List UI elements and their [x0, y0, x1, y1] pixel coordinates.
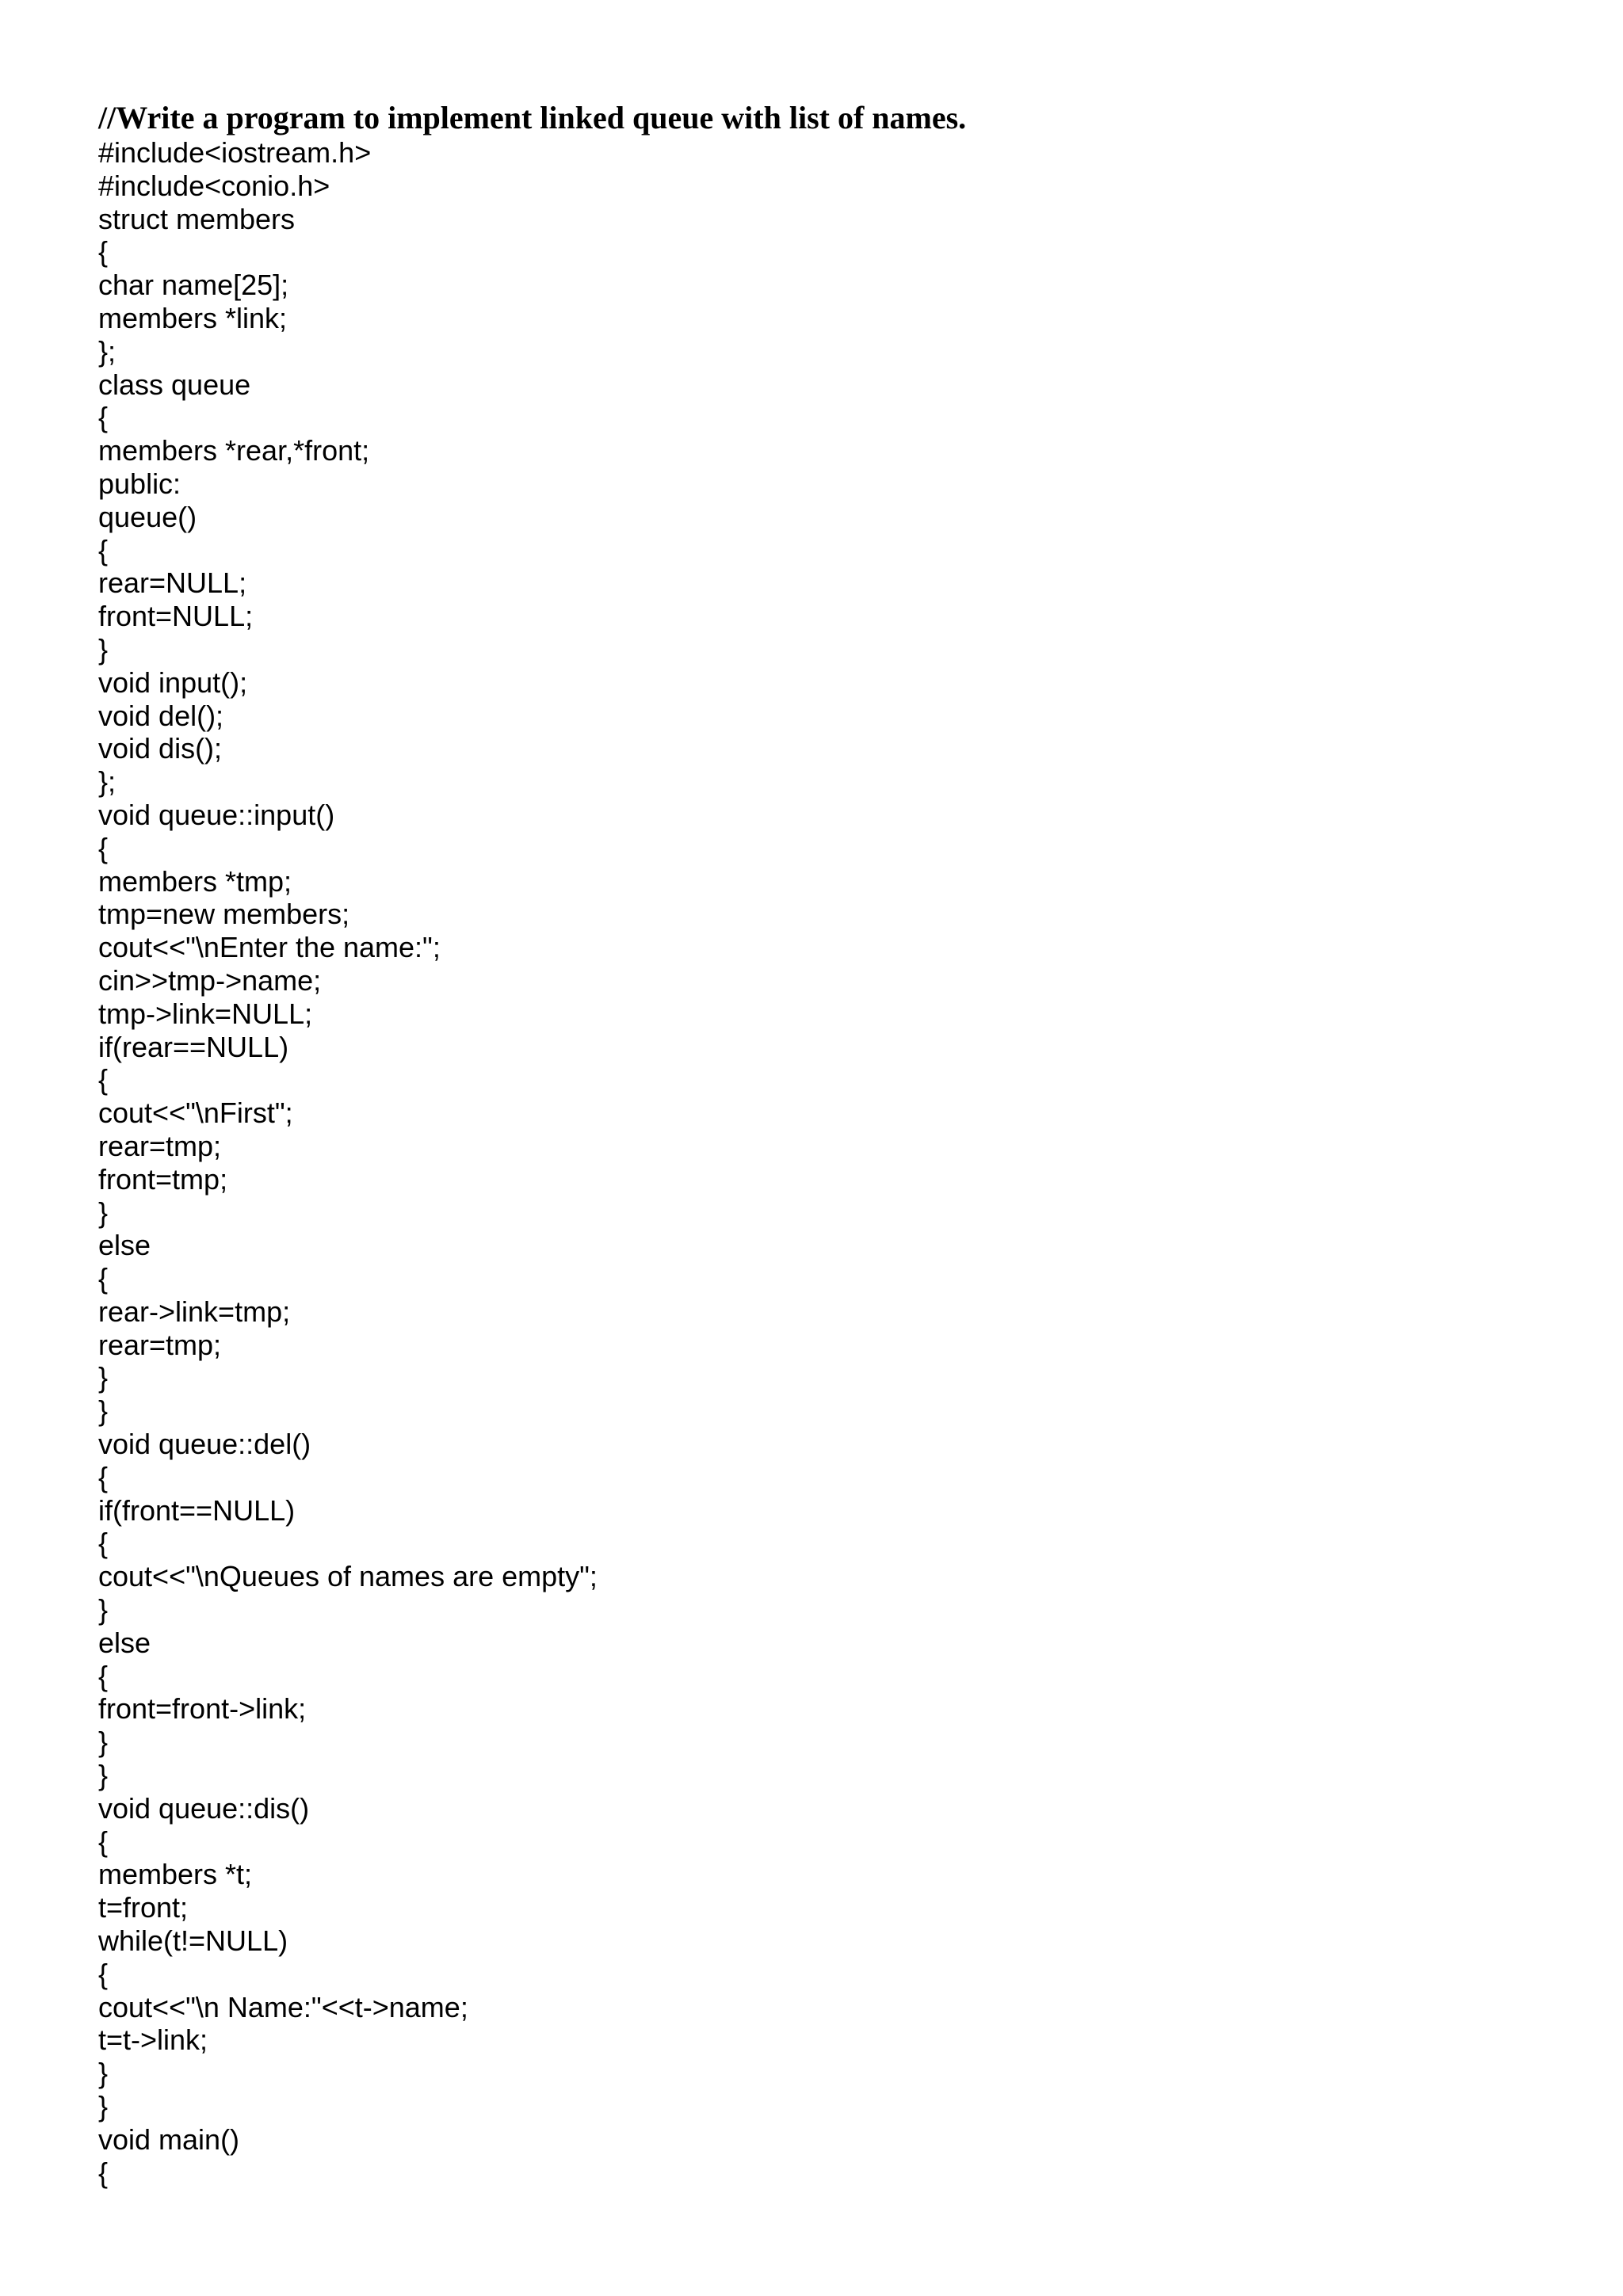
code-line: char name[25];	[98, 269, 289, 302]
code-line: if(rear==NULL)	[98, 1030, 289, 1063]
code-line: t=t->link;	[98, 2023, 208, 2057]
code-line: }	[98, 1196, 109, 1229]
code-line: }	[98, 632, 109, 666]
code-line: front=front->link;	[98, 1692, 307, 1726]
code-line: else	[98, 1229, 151, 1262]
code-line: cout<<"\n Name:"<<t->name;	[98, 1990, 468, 2023]
code-line: t=front;	[98, 1891, 189, 1924]
code-line: {	[98, 401, 109, 434]
code-line: front=NULL;	[98, 600, 254, 633]
code-line: cout<<"\nQueues of names are empty";	[98, 1560, 598, 1593]
code-line: #include<iostream.h>	[98, 136, 372, 169]
code-line: rear=NULL;	[98, 566, 247, 600]
code-line: {	[98, 1262, 109, 1295]
code-line: rear->link=tmp;	[98, 1295, 291, 1328]
code-listing	[98, 136, 1525, 2189]
code-line: members *tmp;	[98, 864, 292, 898]
code-line: cin>>tmp->name;	[98, 963, 322, 997]
code-line: cout<<"\nFirst";	[98, 1097, 293, 1130]
code-line: public:	[98, 467, 181, 500]
code-line: cout<<"\nEnter the name:";	[98, 931, 441, 964]
code-line: front=tmp;	[98, 1162, 228, 1196]
code-line: void dis();	[98, 732, 223, 765]
code-line: {	[98, 1460, 109, 1493]
code-line: }	[98, 1726, 109, 1759]
code-line: queue()	[98, 500, 197, 533]
code-line: if(front==NULL)	[98, 1493, 296, 1527]
code-line: }	[98, 1394, 109, 1428]
code-line: {	[98, 1957, 109, 1990]
code-line: void main()	[98, 2122, 240, 2156]
code-line: {	[98, 1063, 109, 1097]
code-line: else	[98, 1626, 151, 1659]
code-line: rear=tmp;	[98, 1129, 222, 1162]
code-line: {	[98, 533, 109, 566]
code-line: rear=tmp;	[98, 1328, 222, 1361]
code-line: struct members	[98, 202, 296, 235]
code-line: #include<conio.h>	[98, 169, 330, 202]
code-line: void queue::dis()	[98, 1791, 310, 1825]
code-line: {	[98, 2156, 109, 2189]
document-title: //Write a program to implement linked queue with list of names.	[98, 100, 967, 135]
code-line: {	[98, 1825, 109, 1858]
code-line: members *link;	[98, 301, 288, 334]
code-line: {	[98, 235, 109, 269]
code-line: }	[98, 2057, 109, 2090]
code-line: };	[98, 765, 116, 799]
code-line: void del();	[98, 699, 224, 732]
code-line: }	[98, 1759, 109, 1792]
code-line: members *t;	[98, 1858, 253, 1891]
code-line: {	[98, 1659, 109, 1692]
code-line: tmp=new members;	[98, 898, 350, 931]
code-line: {	[98, 831, 109, 864]
code-line: void input();	[98, 666, 248, 699]
code-line: }	[98, 1593, 109, 1627]
code-line: class queue	[98, 368, 251, 401]
document-content	[98, 100, 1525, 2189]
code-line: }	[98, 2090, 109, 2123]
code-line: }	[98, 1361, 109, 1394]
code-line: void queue::del()	[98, 1428, 311, 1461]
code-line: while(t!=NULL)	[98, 1924, 288, 1958]
code-line: members *rear,*front;	[98, 434, 370, 467]
code-line: tmp->link=NULL;	[98, 997, 313, 1030]
code-line: {	[98, 1527, 109, 1560]
code-line: void queue::input()	[98, 798, 335, 831]
code-line: };	[98, 334, 116, 368]
